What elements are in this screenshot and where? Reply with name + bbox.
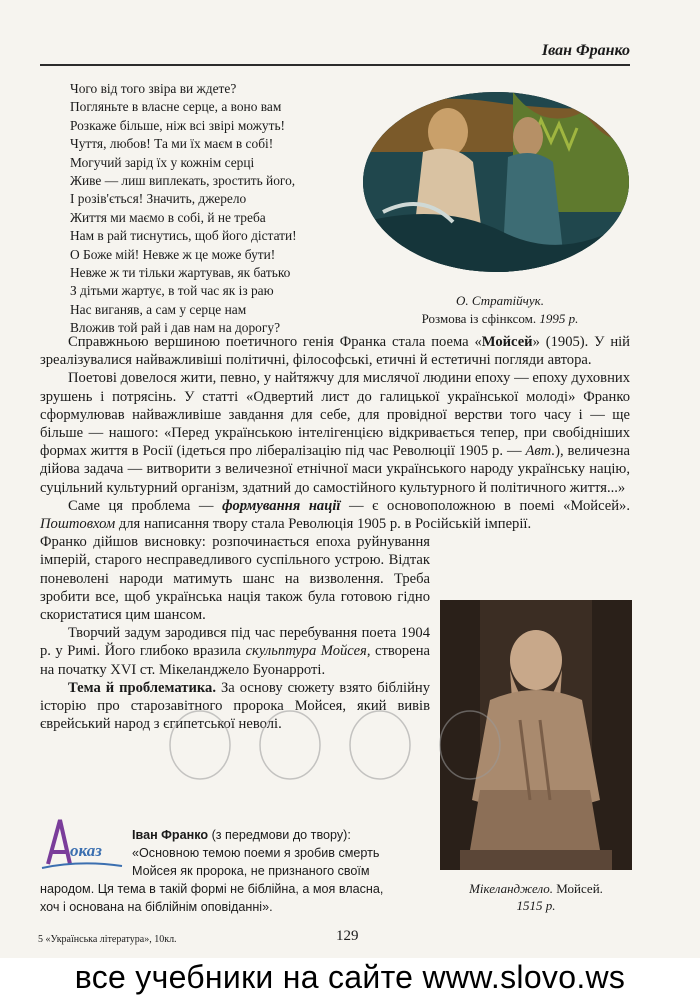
painting-title: Розмова із сфінксом. bbox=[421, 311, 537, 326]
svg-text:оказ: оказ bbox=[70, 841, 102, 860]
poem-line: Погляньте в власне серце, а воно вам bbox=[70, 99, 282, 115]
footer-signature: 5 «Українська література», 10кл. bbox=[38, 934, 177, 945]
poem-line: Чого від того звіра ви ждете? bbox=[70, 81, 237, 96]
running-head-author: Іван Франко bbox=[541, 42, 630, 59]
poem-line: О Боже мій! Невже ж це може бути! bbox=[70, 246, 276, 262]
sculpture-title: Мойсей. bbox=[556, 881, 603, 896]
poem-line: Живе — лиш виплекать, зростить його, bbox=[70, 173, 296, 189]
poem-line: Чуття, любов! Та ми їх маєм в собі! bbox=[70, 136, 274, 152]
paragraph-2: Поетові довелося жити, певно, у найтяжчу для мислячої людини епоху — епоху духовних зрушень і потрясінь. У статті «Одвертий лист до галицької української молоді» Франко сформулював найважливіше завдання для себе, для провідної верстви того часу і — ще більше — нашого: «Перед українською інтелігенцією відкривається тепер, при свобідніших формах життя в Росії (ідеться про лібералізацію під час Революції 1905 р. — Авт.), величезна дійова задача — витворити з величезної етнічної маси українського народу українську націю, суцільний культурний організм, здатний до самостійного культурного й політичного життя...» bbox=[40, 370, 630, 496]
painting-caption bbox=[400, 292, 600, 328]
poem-line: Життя ми маємо в собі, й не треба bbox=[70, 209, 266, 225]
quote-author: Іван Франко bbox=[132, 828, 209, 842]
poem-line: І розів'ється! Значить, джерело bbox=[70, 191, 247, 207]
page-number: 129 bbox=[336, 928, 359, 944]
painting-conversation-with-sphinx bbox=[363, 92, 629, 272]
poem-line: З дітьми жартує, в той час як із раю bbox=[70, 283, 274, 299]
sculpture-year: 1515 р. bbox=[516, 898, 556, 913]
moses-sculpture-photo bbox=[440, 600, 632, 870]
paragraph-3: Саме ця проблема — формування нації — є основоположною в поемі «Мойсей». Поштовхом для написання твору стала Революція 1905 р. в Російській імперії. bbox=[40, 497, 630, 533]
paragraph-4: Франко дійшов висновку: розпочинається епоха руйнування імперій, старого несправедливого суспільного устрою. Відтак поневолені народи матимуть шанс на визволення. Треба зробити все, щоб українська нація також була готовою гідно скористатися цим шансом. bbox=[40, 534, 430, 624]
paragraph-1: Справжньою вершиною поетичного генія Франка стала поема «Мойсей» (1905). У ній зреалізувалися найважливіші політичні, філософські, етичні й естетичні погляди автора. bbox=[40, 334, 630, 369]
site-watermark-banner: все учебники на сайте www.slovo.ws bbox=[0, 958, 700, 997]
poem-line: Могучий зарід їх у кожнім серці bbox=[70, 154, 255, 170]
paragraph-5: Творчий задум зародився під час перебування поета 1904 р. у Римі. Його глибоко вразила скульптура Мойсея, створена на початку XVI ст. Мікеланджело Буонарроті. bbox=[40, 625, 430, 678]
painting-year: 1995 р. bbox=[539, 311, 579, 326]
franko-quote: Іван Франко (з передмови до твору): «Основною темою поеми я зробив смерть Мойсея як пророка, не признаного своїм народом. Ця тема в такій формі не біблійна, а моя власна, хоч і основана на біблійнім оповіданні». bbox=[40, 828, 384, 914]
running-head bbox=[40, 40, 630, 66]
sculpture-artist: Мікеланджело. bbox=[469, 881, 554, 896]
painting-artist: О. Стратійчук. bbox=[456, 293, 544, 308]
poem-excerpt bbox=[70, 80, 370, 338]
poem-line: Нас виганяв, а сам у серце нам bbox=[70, 301, 247, 317]
poem-line: Вложив той рай і дав нам на дорогу? bbox=[70, 320, 281, 336]
poem-line: Розкаже більше, ніж всі звірі можуть! bbox=[70, 117, 286, 133]
paragraph-6: Тема й проблематика. За основу сюжету взято біблійну історію про старозавітного пророка Мойсея, який вивів єврейський народ з єгипетської неволі. bbox=[40, 679, 430, 733]
sculpture-caption bbox=[445, 880, 627, 914]
poem-line: Нам в рай тиснутись, щоб його дістати! bbox=[70, 228, 297, 244]
poem-line: Невже ж ти тільки жартував, як батько bbox=[70, 265, 291, 281]
